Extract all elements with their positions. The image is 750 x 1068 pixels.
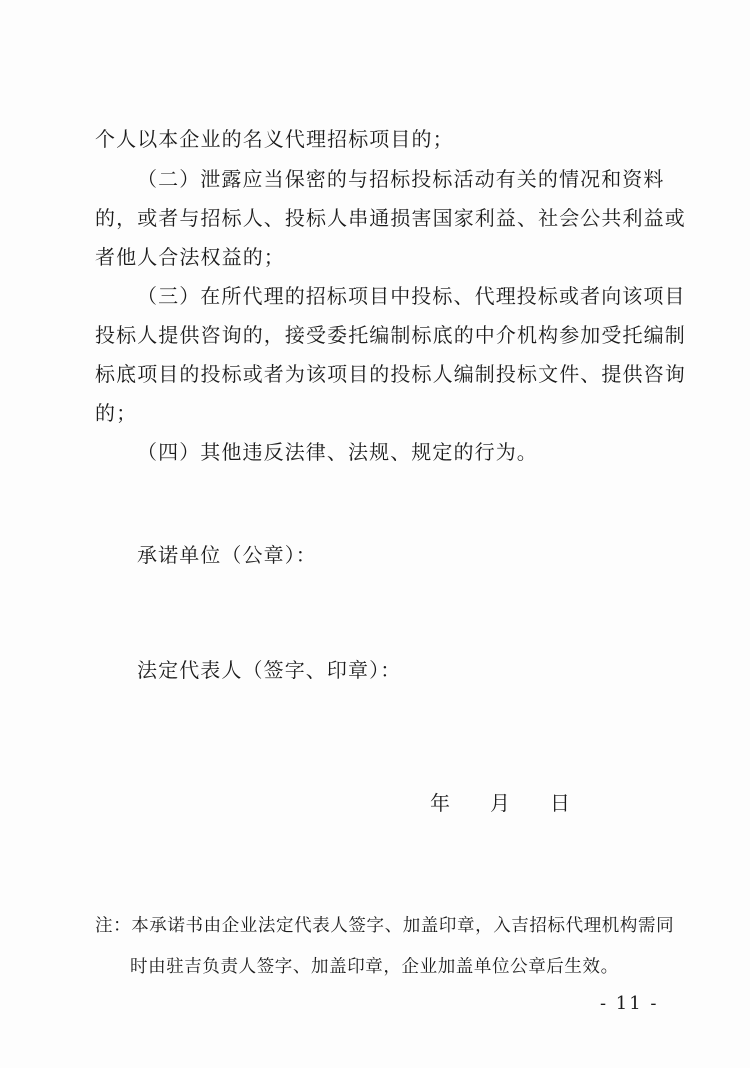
note-line-1: 注：本承诺书由企业法定代表人签字、加盖印章，入吉招标代理机构需同 — [95, 916, 675, 936]
date-day: 日 — [550, 791, 570, 815]
date-row — [430, 790, 570, 816]
body-line-6: 投标人提供咨询的，接受委托编制标底的中介机构参加受托编制 — [95, 323, 686, 347]
body-line-3: 的，或者与招标人、投标人串通损害国家利益、社会公共利益或 — [95, 206, 686, 230]
body-line-2: （二）泄露应当保密的与招标投标活动有关的情况和资料 — [137, 167, 665, 191]
page-number: - 11 - — [600, 993, 659, 1014]
date-year: 年 — [430, 791, 450, 815]
body-line-4: 者他人合法权益的； — [95, 245, 285, 269]
unit-seal-label: 承诺单位（公章）： — [137, 543, 317, 567]
body-line-9: （四）其他违反法律、法规、规定的行为。 — [137, 440, 538, 464]
body-line-1: 个人以本企业的名义代理招标项目的； — [95, 127, 454, 151]
body-line-5: （三）在所代理的招标项目中投标、代理投标或者向该项目 — [137, 284, 686, 308]
body-line-7: 标底项目的投标或者为该项目的投标人编制投标文件、提供咨询 — [95, 362, 686, 386]
legal-rep-label: 法定代表人（签字、印章）： — [137, 658, 402, 682]
note-line-2: 时由驻吉负责人签字、加盖印章，企业加盖单位公章后生效。 — [130, 957, 619, 977]
body-line-8: 的； — [95, 401, 138, 425]
date-month: 月 — [490, 791, 510, 815]
